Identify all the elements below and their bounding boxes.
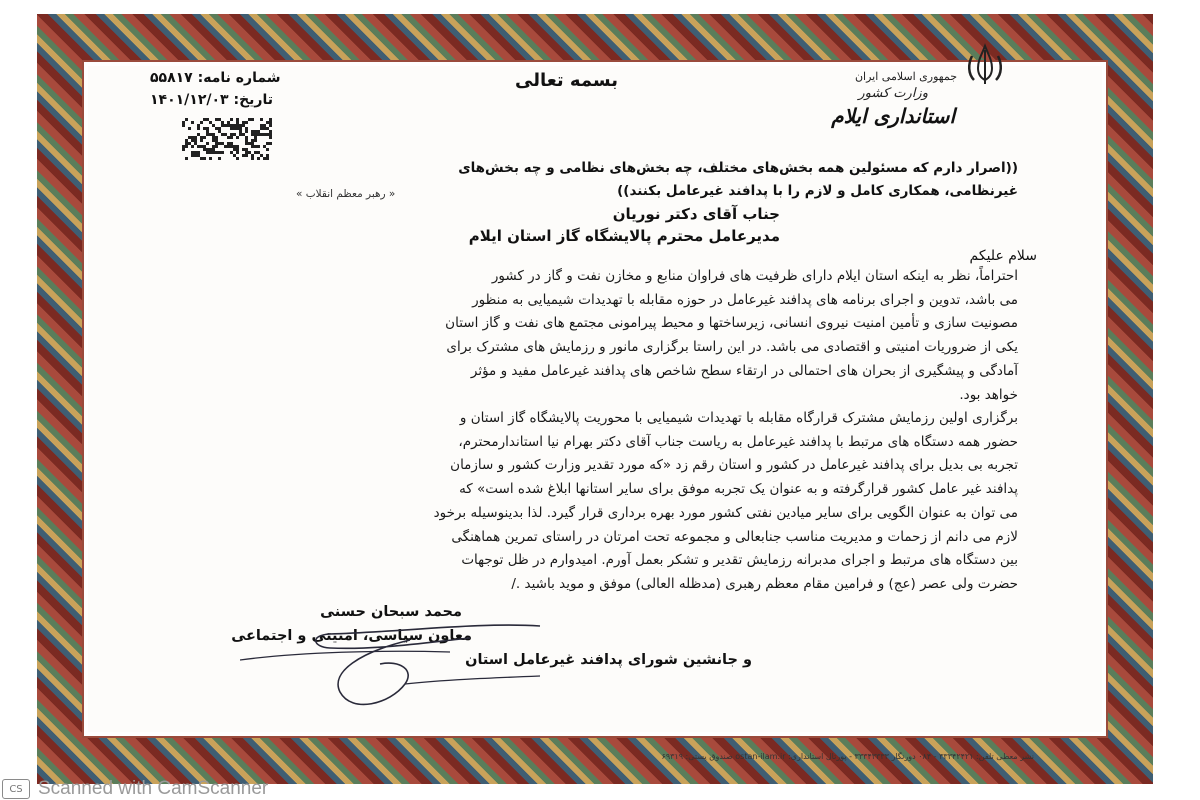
- body-line: می توان به عنوان الگویی برای سایر میادین نفتی کشور مورد بهره برداری قرار گیرد. لذا بدینوسیله برخود: [433, 504, 1018, 521]
- camscanner-watermark: [0, 778, 268, 800]
- body-line: برگزاری اولین رزمایش مشترک قرارگاه مقابله با تهدیدات شیمیایی با محوریت پالایشگاه گاز استان و: [459, 410, 1018, 426]
- org-line-country: جمهوری اسلامی ایران: [854, 70, 957, 83]
- body-line: حضرت ولی عصر (عج) و فرامین مقام معظم رهبری (مدظله العالی) موفق و موید باشید ./: [511, 575, 1018, 592]
- body-line: حضور همه دستگاه های مرتبط با پدافند غیرعامل به ریاست جناب آقای دکتر بهرام نیا استاندارمحترم،: [458, 433, 1018, 450]
- body-line: یکی از ضروریات امنیتی و اقتصادی می باشد. در این راستا برگزاری مانور و رزمایش های مشترک برای: [446, 339, 1018, 356]
- body-line: می باشد، تدوین و اجرای برنامه های پدافند غیرعامل در حوزه مقابله با تهدیدات شیمیایی به منظور: [472, 291, 1018, 308]
- recipient-name: جناب آقای دکتر نوریان: [612, 205, 780, 223]
- body-line: مصونیت سازی و تأمین امنیت نیروی انسانی، زیرساختها و محیط پیرامونی مجتمع های نفت و گاز استان: [445, 315, 1018, 332]
- body-line: تجربه بی بدیل برای پدافند غیرعامل در کشور و استان رقم زد «که مورد تقدیر وزارت کشور و سازمان: [450, 457, 1018, 474]
- camscanner-icon: CS: [2, 779, 30, 799]
- letter-date: تاریخ: ۱۴۰۱/۱۲/۰۳: [150, 92, 273, 108]
- bismillah-heading: بسمه تعالی: [515, 70, 618, 91]
- body-line: احتراماً، نظر به اینکه استان ایلام دارای ظرفیت های فراوان منابع و مخازن نفت و گاز در کشور: [491, 268, 1018, 284]
- body-line: بین دستگاه های مرتبط و اجرای مدبرانه رزمایش تقدیر و تشکر بعمل آورم. امیدوارم در ظل توجهات: [461, 552, 1018, 569]
- signer-title-1: معاون سیاسی، امنیتی و اجتماعی: [231, 628, 472, 644]
- camscanner-text: Scanned with CamScanner: [38, 778, 269, 799]
- org-line-ministry: وزارت کشور: [858, 86, 928, 101]
- signer-name: محمد سبحان حسنی: [320, 604, 462, 620]
- recipient-title: مدیرعامل محترم پالایشگاه گاز استان ایلام: [468, 227, 780, 245]
- org-line-governorate: استانداری ایلام: [831, 104, 955, 128]
- body-line: پدافند غیر عامل کشور قرارگرفته و به عنوان یک تجربه موفق برای سایر استانها ابلاغ شده است» که: [459, 481, 1018, 498]
- quote-line-2: غیرنظامی، همکاری کامل و لازم را با پدافند غیرعامل بکنند)): [617, 183, 1018, 199]
- letter-number: شماره نامه: ۵۵۸۱۷: [150, 70, 281, 86]
- qr-code-icon: [182, 118, 272, 160]
- body-line: لازم می دانم از زحمات و مدیریت مناسب جنابعالی و مجموعه تحت امرتان در راستای تمرین هماهنگی: [451, 528, 1018, 545]
- body-paragraph-2: [180, 407, 1018, 597]
- quote-source: « رهبر معظم انقلاب »: [296, 188, 396, 200]
- body-line: آمادگی و پیشگیری از بحران های احتمالی در ارتقاء سطح شاخص های پدافند غیرعامل مفید و مؤثر: [470, 362, 1018, 379]
- quote-line-1: ((اصرار دارم که مسئولین همه بخش‌های مختلف، چه بخش‌های نظامی و چه بخش‌های: [458, 160, 1018, 176]
- handwritten-signature-icon: [240, 612, 560, 722]
- greeting: سلام علیکم: [969, 248, 1037, 264]
- body-line: خواهد بود.: [959, 386, 1018, 403]
- body-paragraph-1: [180, 265, 1018, 407]
- signer-title-2: و جانشین شورای پدافند غیرعامل استان: [465, 652, 752, 668]
- letter-footer: نشر معطی تلفن: ۳۳۳۴۲۴۲۱ - ۰۸۴ دورنگار ۳۳۳۴۳۳۳۳ - پورتال استانداری: ostan-ilam.ir صندوق پستی: ۶۹۳۱۹: [661, 752, 1034, 761]
- iran-emblem-icon: [960, 42, 1010, 90]
